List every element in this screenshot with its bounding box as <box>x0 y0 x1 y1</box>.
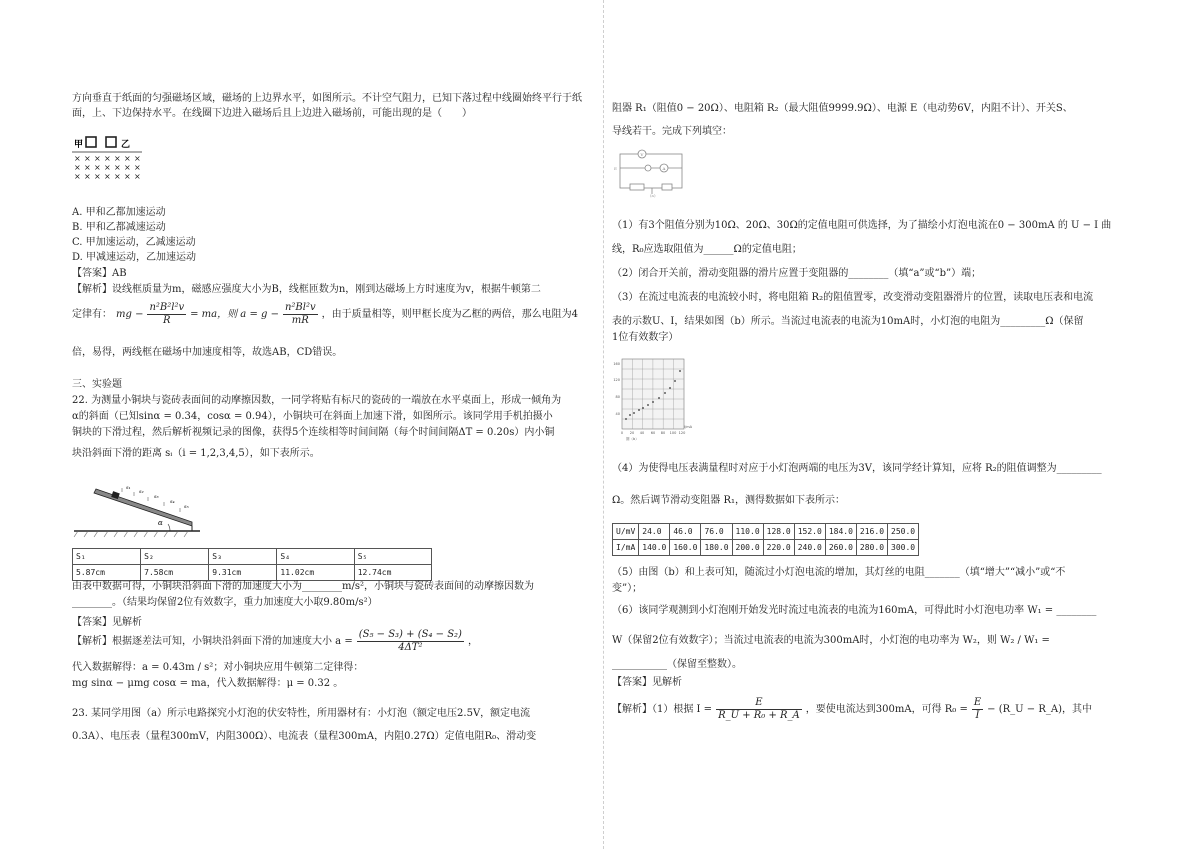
coil-yi <box>106 137 116 147</box>
formula-mg: mg − <box>116 309 144 320</box>
field-cross: × <box>134 172 141 181</box>
graph-caption: 图（b） <box>626 437 639 441</box>
table-hatching <box>74 531 188 537</box>
table-cell: 184.0 <box>825 524 856 540</box>
table-cell: 46.0 <box>670 524 701 540</box>
option-a: A. 甲和乙都加速运动 <box>72 207 166 218</box>
analysis-22-line3: mg sinα − μmg cosα = ma，代入数据解得：μ = 0.32 。 <box>72 678 344 689</box>
analysis-22-line1: 【解析】根据逐差法可知，小铜块沿斜面下滑的加速度大小 a = $\frac{\text{(S₅ − S₃) + (S₄ − S₂)}}{\text{4ΔT²}}$ ， <box>72 629 478 653</box>
table-row <box>73 549 432 565</box>
field-diagram <box>72 136 162 184</box>
table-cell: 300.0 <box>888 540 919 556</box>
formula-frac-1: $\frac{\text{n²B²l²v}}{R}$ <box>149 302 185 326</box>
answer-23: 【答案】见解析 <box>612 677 682 688</box>
graph-point <box>658 397 660 399</box>
analysis-22-prefix: 【解析】根据逐差法可知，小铜块沿斜面下滑的加速度大小 a = <box>72 636 353 647</box>
y-tick-label: 120 <box>613 378 620 382</box>
field-cross: × <box>94 163 101 172</box>
field-cross: × <box>114 172 121 181</box>
formula-ma: = ma，则 a = g − <box>190 309 279 320</box>
table-cell: 140.0 <box>639 540 670 556</box>
x-tick-label: 20 <box>629 431 635 435</box>
incline-figure <box>72 482 202 540</box>
s3-label: s₃ <box>154 494 159 500</box>
field-cross: × <box>114 163 121 172</box>
rheostat-symbol <box>630 184 644 190</box>
table-cell: 160.0 <box>670 540 701 556</box>
field-cross: × <box>84 154 91 163</box>
option-c: C. 甲加速运动，乙减速运动 <box>72 237 196 248</box>
distance-table-wrap <box>72 548 594 581</box>
answer-21: 【答案】AB <box>72 268 127 279</box>
x-tick-label: 0 <box>620 431 624 435</box>
row-label: U/mV <box>613 524 639 540</box>
circuit-loop <box>620 154 682 188</box>
incline-diagram <box>72 482 202 540</box>
svg-text:(a): (a) <box>650 193 656 198</box>
q22-line1: 22. 为测量小铜块与瓷砖表面间的动摩擦因数，一同学将贴有标尺的瓷砖的一端放在水平桌面上，形成一倾角为 <box>72 395 562 406</box>
label-jia: 甲 <box>74 140 84 150</box>
angle-arc <box>168 524 170 531</box>
iv-graph <box>612 353 693 443</box>
frac-num: (S₅ − S₃) + (S₄ − S₂) <box>358 629 462 640</box>
table-cell: 240.0 <box>794 540 825 556</box>
part1-line2: 线，R₀应选取阻值为______Ω的定值电阻； <box>612 244 802 255</box>
table-cell: 152.0 <box>794 524 825 540</box>
distance-table <box>72 548 432 581</box>
graph-point <box>664 392 666 394</box>
analysis-21-line1: 【解析】设线框质量为m，磁感应强度大小为B，线框匝数为n，刚到达磁场上方时速度为v，根据牛顿第二 <box>72 284 541 295</box>
s4-label: s₄ <box>170 499 175 505</box>
analysis-21-line2 <box>72 302 594 327</box>
analysis-21-suffix: ，由于质量相等，则甲框长度为乙框的两倍，那么电阻为4 <box>321 309 578 320</box>
table-header-cell: S₄ <box>277 549 354 565</box>
answer-22: 【答案】见解析 <box>72 617 142 628</box>
q22-line4: 块沿斜面下滑的距离 sᵢ（i = 1,2,3,4,5），如下表所示。 <box>72 448 320 459</box>
row-label: I/mA <box>613 540 639 556</box>
analysis-23-line1 <box>612 697 1112 722</box>
table-cell: 180.0 <box>701 540 732 556</box>
graph-point <box>652 401 654 403</box>
x-tick-label: 40 <box>639 431 645 435</box>
section-title: 三、实验题 <box>72 379 122 390</box>
field-cross: × <box>104 163 111 172</box>
y-tick-label: 80 <box>615 395 620 399</box>
field-cross: × <box>94 154 101 163</box>
part3-line1: （3）在流过电流表的电流较小时，将电阻箱 R₂的阻值置零，改变滑动变阻器滑片的位置，读取电压表和电流 <box>612 292 1094 303</box>
resistor-symbol <box>662 184 672 190</box>
formula-frac-23b <box>972 697 983 722</box>
table-cell: 5.87cm <box>73 565 141 581</box>
field-cross: × <box>84 172 91 181</box>
left-column <box>72 0 594 849</box>
x-tick-label: 60 <box>650 431 656 435</box>
field-cross: × <box>74 172 81 181</box>
right-column <box>612 0 1112 849</box>
part4-line1: （4）为使得电压表满量程时对应于小灯泡两端的电压为3V，该同学经计算知，应将 R₂的阻值调整为_________ <box>612 463 1102 474</box>
analysis-23-post: − (R_U − R_A)，其中 <box>987 704 1092 715</box>
graph-point <box>642 407 644 409</box>
x-tick-label: 120 <box>678 431 686 435</box>
analysis-21-line3: 倍，易得，两线框在磁场中加速度相等，故选AB，CD错误。 <box>72 347 343 358</box>
table-cell: 24.0 <box>639 524 670 540</box>
table-cell: 220.0 <box>763 540 794 556</box>
frac-den: I <box>975 710 980 721</box>
table-cell: 76.0 <box>701 524 732 540</box>
graph-point <box>638 409 640 411</box>
table-cell: 200.0 <box>732 540 763 556</box>
table-cell: 11.02cm <box>277 565 354 581</box>
part5-line1: （5）由图（b）和上表可知，随流过小灯泡电流的增加，其灯丝的电阻_______（填“增大”“减小”或“不 <box>612 567 1066 578</box>
q23-line2: 0.3A）、电压表（量程300mV，内阻300Ω）、电流表（量程300mA，内阻0.27Ω）定值电阻R₀、滑动变 <box>72 731 537 742</box>
q22-line3: 铜块的下滑过程，然后解析视频记录的图像，获得5个连续相等时间间隔（每个时间间隔ΔT = 0.20s）内小铜 <box>72 427 555 438</box>
part5-line2: 变”）； <box>612 583 643 594</box>
graph-point <box>679 370 681 372</box>
analysis-22-line2: 代入数据解得：a = 0.43m / s²；对小铜块应用牛顿第二定律得： <box>72 662 364 673</box>
field-cross: × <box>124 163 131 172</box>
part1-line1: （1）有3个阻值分别为10Ω、20Ω、30Ω的定值电阻可供选择，为了描绘小灯泡电流在0 − 300mA 的 U − I 曲 <box>612 220 1112 231</box>
part3-line3: 1位有效数字） <box>612 332 679 343</box>
measurement-table <box>612 523 919 556</box>
graph-point <box>629 414 631 416</box>
field-cross: × <box>104 172 111 181</box>
table-cell: 7.58cm <box>141 565 209 581</box>
field-cross: × <box>84 163 91 172</box>
table-header-cell: S₂ <box>141 549 209 565</box>
table-row <box>613 524 919 540</box>
svg-text:E: E <box>614 166 617 171</box>
frac-den: R_U + R₀ + R_A <box>718 710 800 721</box>
column-divider <box>603 0 604 849</box>
q22-question2: ________。（结果均保留2位有效数字，重力加速度大小取9.80m/s²） <box>72 597 378 608</box>
table-cell: 216.0 <box>856 524 887 540</box>
part2: （2）闭合开关前，滑动变阻器的滑片应置于变阻器的________（填“a”或“b”）端； <box>612 268 982 279</box>
field-cross: × <box>124 172 131 181</box>
part6-line2: W（保留2位有效数字）；当流过电流表的电流为300mA时，小灯泡的电功率为 W₂，则 W₂ / W₁ = <box>612 635 1050 646</box>
table-cell: 9.31cm <box>209 565 277 581</box>
y-tick-label: 160 <box>613 362 620 366</box>
analysis-21-prefix: 定律有： <box>72 309 112 320</box>
formula-frac-22 <box>357 629 464 654</box>
q23-line1: 23. 某同学用图（a）所示电路探究小灯泡的伏安特性，所用器材有：小灯泡（额定电压2.5V，额定电流 <box>72 708 531 719</box>
field-crosses <box>74 154 141 181</box>
graph-point <box>669 387 671 389</box>
circuit-diagram <box>612 148 698 198</box>
frac-den: 4ΔT² <box>398 642 423 653</box>
s5-label: s₅ <box>184 504 189 510</box>
field-cross: × <box>104 154 111 163</box>
table-cell: 12.74cm <box>354 565 431 581</box>
q23-cont-line2: 导线若干。完成下列填空： <box>612 126 732 137</box>
field-cross: × <box>94 172 101 181</box>
formula-frac-23a <box>716 697 802 722</box>
option-d: D. 甲减速运动，乙加速运动 <box>72 252 197 263</box>
q22-line2: α的斜面（已知sinα = 0.34，cosα = 0.94），小铜块可在斜面上加速下滑，如图所示。该同学用手机拍摄小 <box>72 411 553 422</box>
bulb-symbol <box>645 165 651 171</box>
circuit-figure <box>612 148 698 198</box>
y-tick-label: 40 <box>615 412 620 416</box>
formula-frac-2: $\frac{\text{n²Bl²v}}{mR}$ <box>284 302 316 326</box>
table-cell: 280.0 <box>856 540 887 556</box>
frac-num: E <box>716 697 802 710</box>
alpha-label: α <box>158 519 163 527</box>
graph-point <box>674 380 676 382</box>
label-yi: 乙 <box>121 140 131 150</box>
s1-label: s₁ <box>126 485 131 491</box>
field-cross: × <box>134 163 141 172</box>
graph-point <box>633 412 635 414</box>
option-b: B. 甲和乙都减速运动 <box>72 222 166 233</box>
table-header-cell: S₁ <box>73 549 141 565</box>
part6-line1: （6）该同学观测到小灯泡刚开始发光时流过电流表的电流为160mA，可得此时小灯泡电功率 W₁ = ________ <box>612 605 1097 616</box>
x-axis-label: I/mA <box>684 425 693 429</box>
graph-point <box>625 418 627 420</box>
table-header-cell: S₃ <box>209 549 277 565</box>
field-cross: × <box>114 154 121 163</box>
part4-line2: Ω。然后调节滑动变阻器 R₁，测得数据如下表所示： <box>612 495 846 506</box>
table-cell: 260.0 <box>825 540 856 556</box>
part6-line3: ___________（保留至整数）。 <box>612 659 742 670</box>
measurement-table-wrap <box>612 523 1112 556</box>
table-cell: 110.0 <box>732 524 763 540</box>
graph-point <box>647 404 649 406</box>
analysis-23-prefix: 【解析】（1）根据 I = <box>612 704 713 715</box>
svg-text:V: V <box>640 152 644 157</box>
field-cross: × <box>134 154 141 163</box>
part3-line2: 表的示数U、I，结果如图（b）所示。当流过电流表的电流为10mA时，小灯泡的电阻为_________Ω（保留 <box>612 316 1084 327</box>
table-header-cell: S₅ <box>354 549 431 565</box>
svg-text:A: A <box>662 166 666 171</box>
iv-graph-figure <box>612 353 693 443</box>
q21-intro: 方向垂直于纸面的匀强磁场区域，磁场的上边界水平，如图所示。不计空气阻力，已知下落过程中线圈始终平行于纸面，上、下边保持水平。在线圈下边进入磁场后且上边进入磁场前，可能出现的是（ ） <box>72 93 582 119</box>
analysis-23-mid: ，要使电流达到300mA，可得 R₀ = <box>805 704 968 715</box>
field-cross: × <box>74 163 81 172</box>
magnetic-field-figure <box>72 136 162 184</box>
field-cross: × <box>74 154 81 163</box>
field-cross: × <box>124 154 131 163</box>
table-row <box>613 540 919 556</box>
x-tick-label: 100 <box>669 431 677 435</box>
coil-jia <box>86 137 96 147</box>
table-cell: 250.0 <box>888 524 919 540</box>
q23-cont-line1: 阻器 R₁（阻值0 − 20Ω）、电阻箱 R₂（最大阻值9999.9Ω）、电源 E（电动势6V，内阻不计）、开关S、 <box>612 103 1073 114</box>
x-tick-label: 80 <box>660 431 666 435</box>
frac-num: E <box>973 697 982 708</box>
table-cell: 128.0 <box>763 524 794 540</box>
s2-label: s₂ <box>139 489 144 495</box>
q22-question1: 由表中数据可得，小铜块沿斜面下滑的加速度大小为________m/s²，小铜块与瓷砖表面间的动摩擦因数为 <box>72 581 534 592</box>
